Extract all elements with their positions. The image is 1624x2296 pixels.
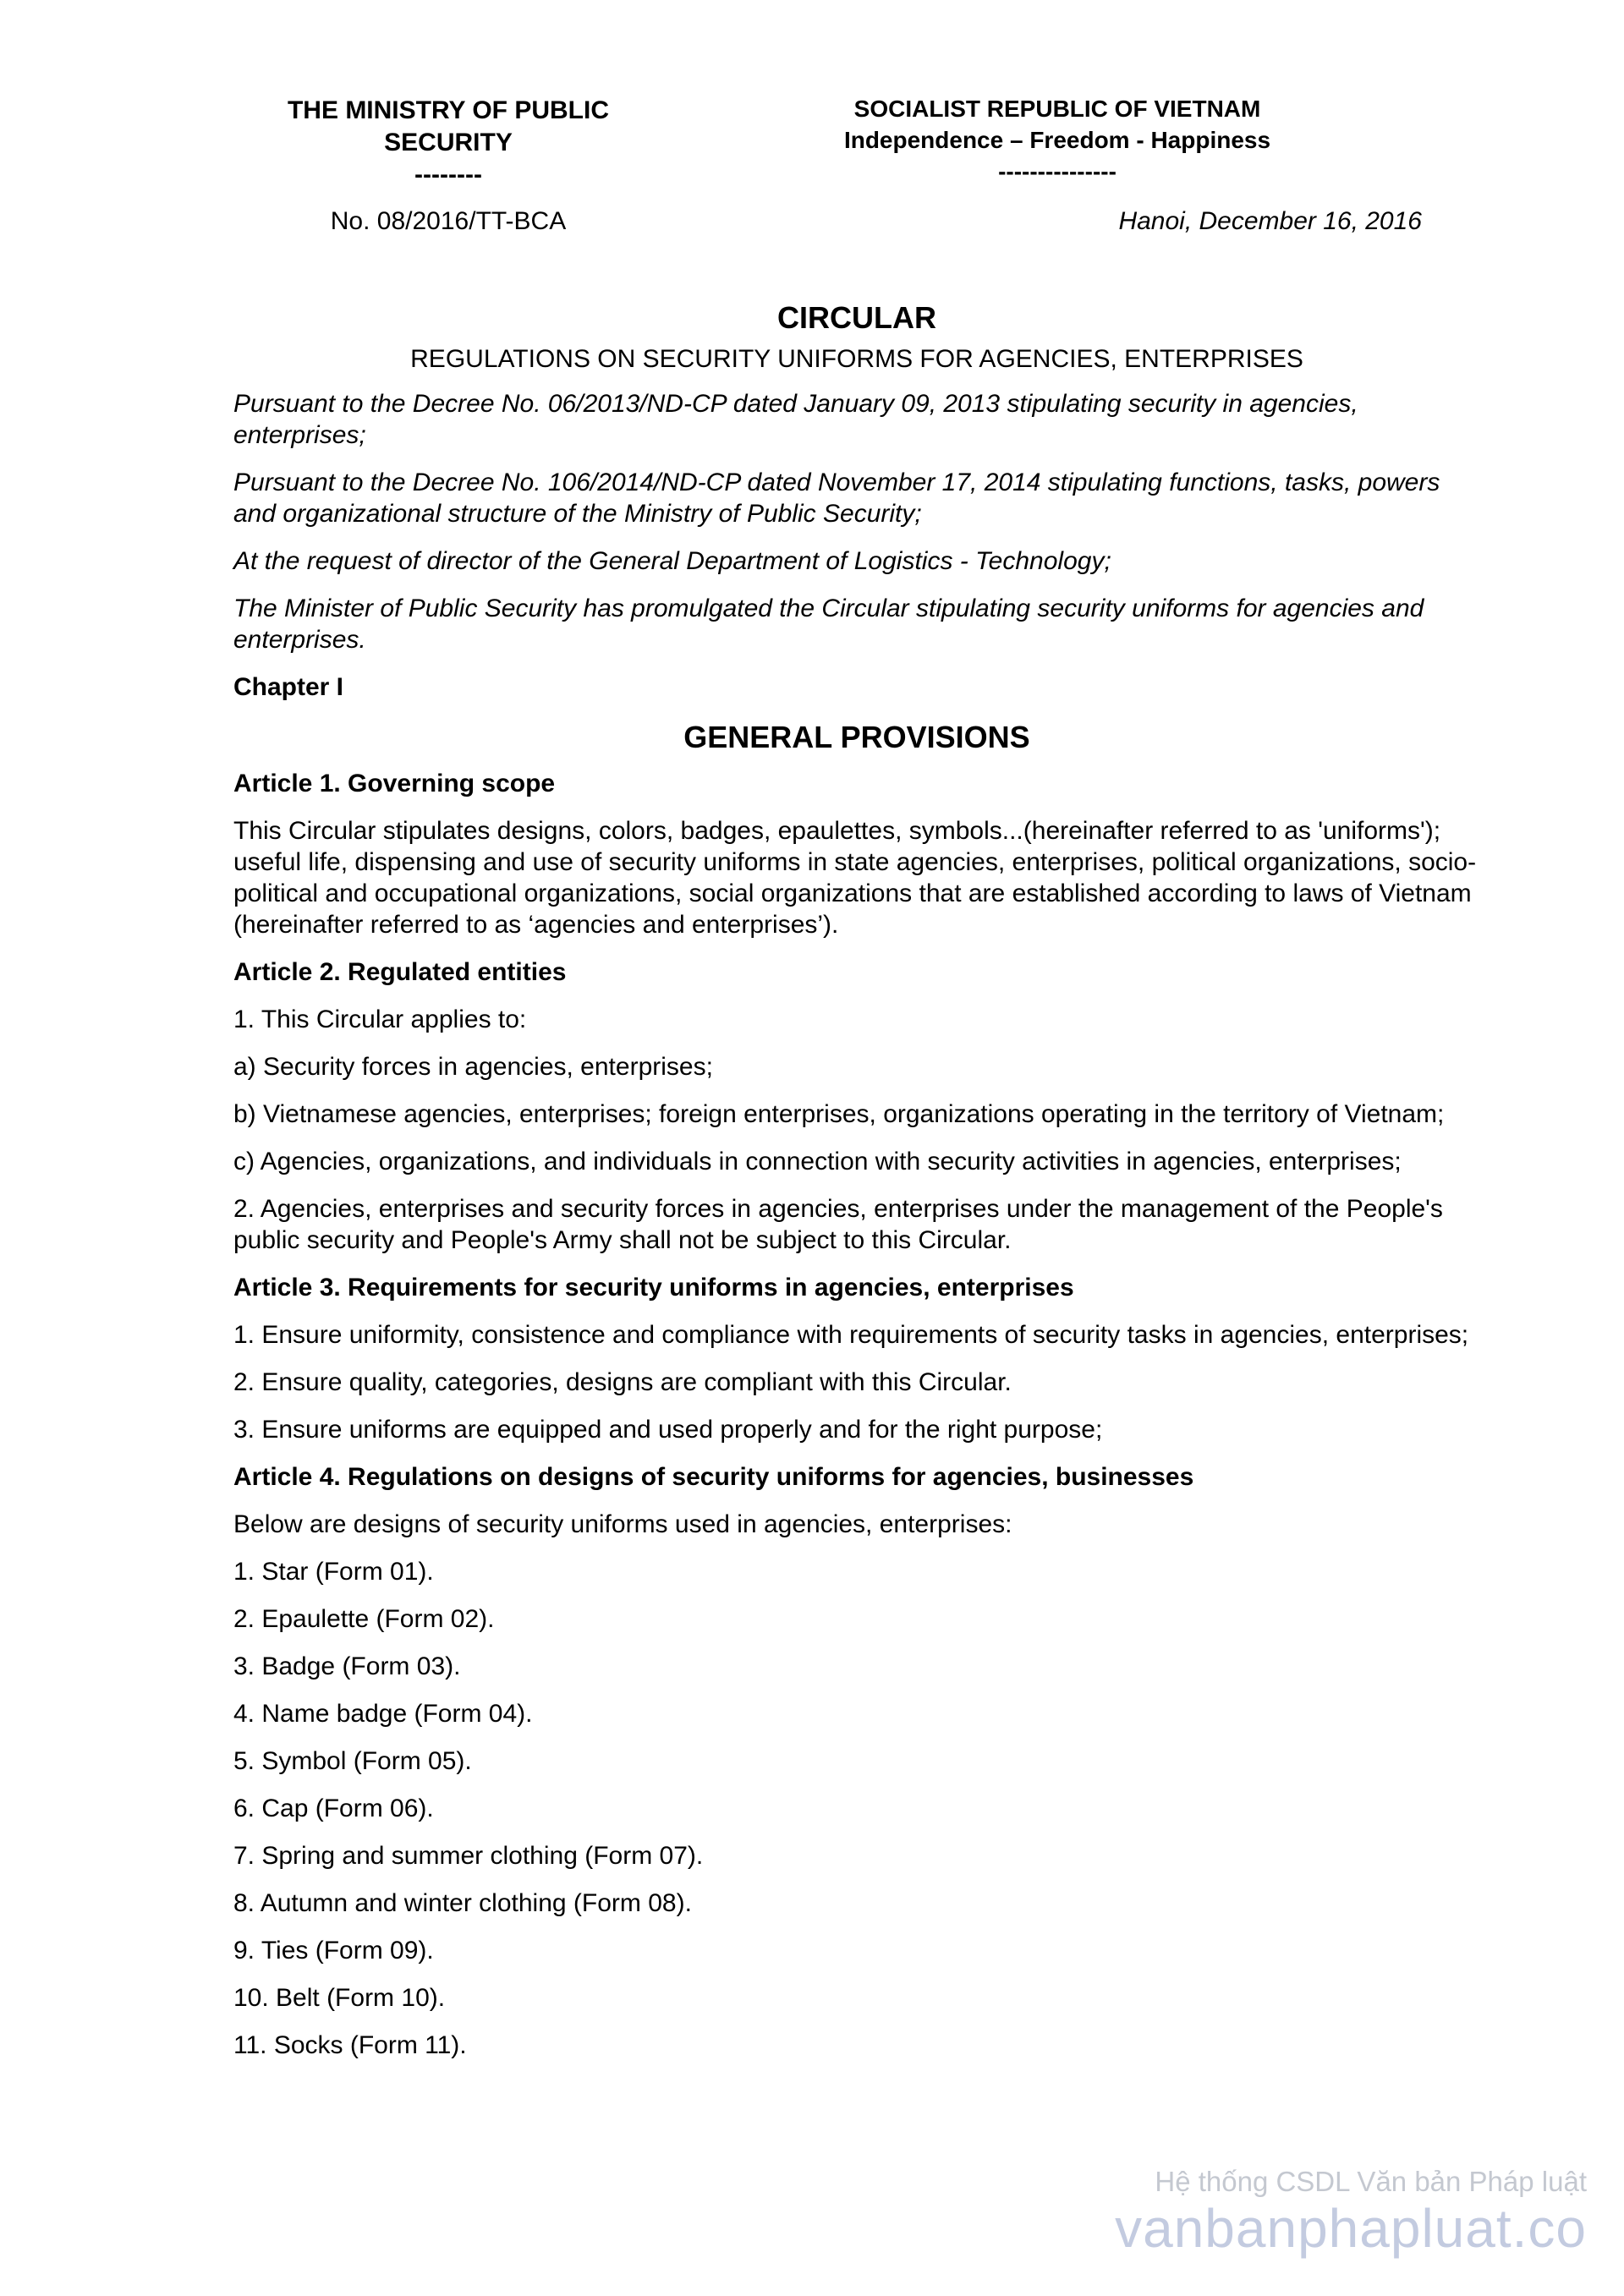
article-paragraph: c) Agencies, organizations, and individuals in connection with security activities in agencies, enterprises;: [233, 1148, 1402, 1175]
article-paragraph: 2. Agencies, enterprises and security forces in agencies, enterprises under the management of the People's public security and People's Army shall not be subject to this Circular.: [233, 1195, 1443, 1254]
article-paragraph: a) Security forces in agencies, enterprises;: [233, 1053, 713, 1081]
country-name: SOCIALIST REPUBLIC OF VIETNAM: [853, 96, 1261, 122]
list-item: 4. Name badge (Form 04).: [233, 1700, 533, 1728]
article-paragraph: b) Vietnamese agencies, enterprises; foreign enterprises, organizations operating in the territory of Vietnam;: [233, 1100, 1445, 1128]
authority-line-1: THE MINISTRY OF PUBLIC: [287, 96, 609, 124]
authority-divider: --------: [414, 161, 482, 189]
article-heading: Article 3. Requirements for security uniforms in agencies, enterprises: [233, 1274, 1074, 1301]
article-paragraph: This Circular stipulates designs, colors, badges, epaulettes, symbols...(hereinafter referred to as 'uniforms'); useful life, dispensing and use of security uniforms in state agencies, enterprises, political organizations, socio-political and occupational organizations, social organizations that are established according to laws of Vietnam (hereinafter referred to as ‘agencies and enterprises’).: [233, 817, 1477, 939]
list-item: 1. Star (Form 01).: [233, 1558, 434, 1586]
article-heading: Article 2. Regulated entities: [233, 958, 567, 986]
document-body: [233, 299, 1480, 2077]
list-item: 2. Epaulette (Form 02).: [233, 1605, 495, 1633]
motto-divider: ---------------: [998, 158, 1116, 184]
motto: Independence – Freedom - Happiness: [843, 127, 1271, 153]
list-item: 6. Cap (Form 06).: [233, 1795, 434, 1822]
document-date: Hanoi, December 16, 2016: [1118, 207, 1422, 235]
article-paragraph: 2. Ensure quality, categories, designs are compliant with this Circular.: [233, 1368, 1012, 1396]
national-motto: [795, 93, 1320, 187]
list-item: 11. Socks (Form 11).: [233, 2031, 467, 2059]
watermark-site: vanbanphapluat.co: [1115, 2198, 1587, 2259]
document-title: CIRCULAR: [777, 300, 936, 335]
issuing-authority: [254, 95, 643, 191]
article-paragraph: 1. Ensure uniformity, consistence and compliance with requirements of security tasks in agencies, enterprises;: [233, 1321, 1469, 1349]
preamble-paragraph: Pursuant to the Decree No. 106/2014/ND-CP dated November 17, 2014 stipulating functions, tasks, powers and organizational structure of the Ministry of Public Security;: [233, 469, 1440, 528]
article-paragraph: 1. This Circular applies to:: [233, 1006, 527, 1033]
preamble-paragraph: The Minister of Public Security has promulgated the Circular stipulating security uniforms for agencies and enterprises.: [233, 595, 1424, 654]
list-item: 5. Symbol (Form 05).: [233, 1747, 472, 1775]
list-item: 3. Badge (Form 03).: [233, 1652, 461, 1680]
article-paragraph: Below are designs of security uniforms used in agencies, enterprises:: [233, 1510, 1012, 1538]
article-paragraph: 3. Ensure uniforms are equipped and used properly and for the right purpose;: [233, 1416, 1103, 1444]
list-item: 8. Autumn and winter clothing (Form 08).: [233, 1889, 692, 1917]
list-item: 9. Ties (Form 09).: [233, 1937, 434, 1964]
chapter-label: Chapter I: [233, 673, 344, 701]
list-item: 7. Spring and summer clothing (Form 07).: [233, 1842, 704, 1870]
watermark-caption: Hệ thống CSDL Văn bản Pháp luật: [1155, 2166, 1587, 2197]
article-heading: Article 1. Governing scope: [233, 770, 556, 797]
document-subtitle: REGULATIONS ON SECURITY UNIFORMS FOR AGENCIES, ENTERPRISES: [410, 345, 1303, 373]
authority-line-2: SECURITY: [384, 129, 513, 156]
article-heading: Article 4. Regulations on designs of security uniforms for agencies, businesses: [233, 1463, 1194, 1491]
preamble-paragraph: Pursuant to the Decree No. 06/2013/ND-CP dated January 09, 2013 stipulating security in agencies, enterprises;: [233, 390, 1358, 449]
list-item: 10. Belt (Form 10).: [233, 1984, 446, 2012]
preamble-paragraph: At the request of director of the General Department of Logistics - Technology;: [233, 547, 1111, 575]
watermark: [1115, 2165, 1587, 2258]
chapter-title: GENERAL PROVISIONS: [683, 720, 1030, 754]
document-number: No. 08/2016/TT-BCA: [330, 207, 567, 235]
